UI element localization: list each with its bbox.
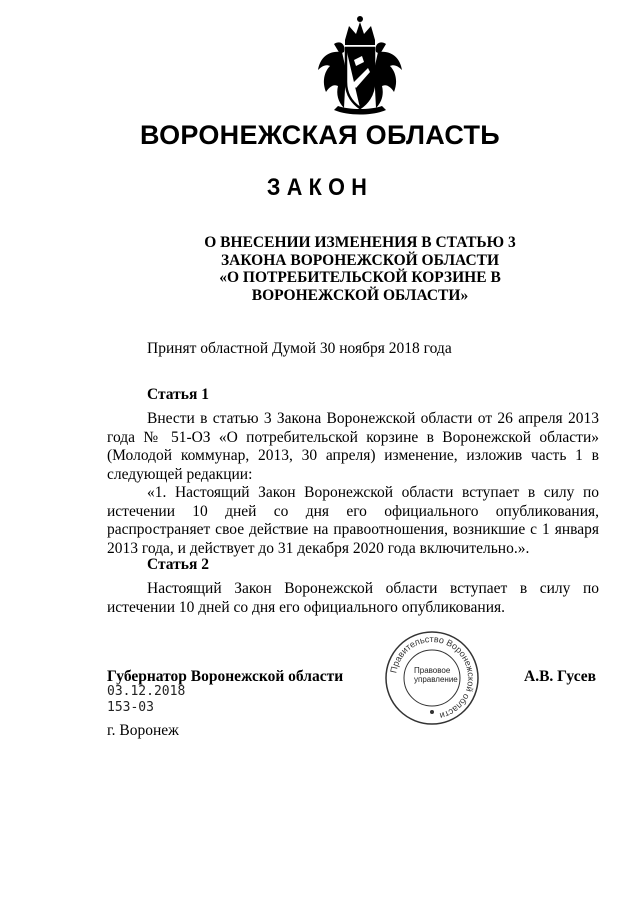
signatory-name: А.В. Гусев [524,668,597,685]
signatory-title: Губернатор Воронежской области [107,668,344,685]
article-1-paragraph: Внести в статью 3 Закона Воронежской области от 26 апреля 2013 года № 51-ОЗ «О потребительской корзине в Воронежской области» (Молодой коммунар, 2013, 30 апреля) изменение, изложив часть 1 в следующей редакции: [107,410,599,483]
stamp-inner-line: Правовое [414,666,451,675]
article-2-heading: Статья 2 [147,556,209,573]
stamp-inner-line: управление [414,675,458,684]
signing-date: 03.12.2018 [107,684,186,699]
law-title-line: ВОРОНЕЖСКОЙ ОБЛАСТИ» [251,286,469,304]
law-title-line: ЗАКОНА ВОРОНЕЖСКОЙ ОБЛАСТИ [220,251,500,269]
article-1-heading: Статья 1 [147,386,209,403]
article-2-paragraph: Настоящий Закон Воронежской области вступает в силу по истечении 10 дней со дня его официального опубликования. [107,580,599,616]
stamp-inner-text [414,666,458,684]
law-title [150,234,570,304]
law-title-line: «О ПОТРЕБИТЕЛЬСКОЙ КОРЗИНЕ В [219,269,501,286]
article-1-quoted-paragraph: «1. Настоящий Закон Воронежской области вступает в силу по истечении 10 дней со дня его официального опубликования, распространяет свое действие на правоотношения, возникшие с 1 января 2013 года, и действует до 31 декабря 2020 года включительно.». [107,484,599,557]
signing-city: г. Воронеж [107,722,179,739]
voronezh-coat-of-arms-icon [312,10,408,118]
document-type: ЗАКОН [266,174,374,201]
law-number: 153-03 [107,700,154,715]
region-title: ВОРОНЕЖСКАЯ ОБЛАСТЬ [139,120,501,150]
law-title-line: О ВНЕСЕНИИ ИЗМЕНЕНИЯ В СТАТЬЮ 3 [204,234,516,251]
adoption-note: Принят областной Думой 30 ноября 2018 года [147,340,452,357]
stamp-ring-text: Правительство Воронежской области [388,633,477,722]
